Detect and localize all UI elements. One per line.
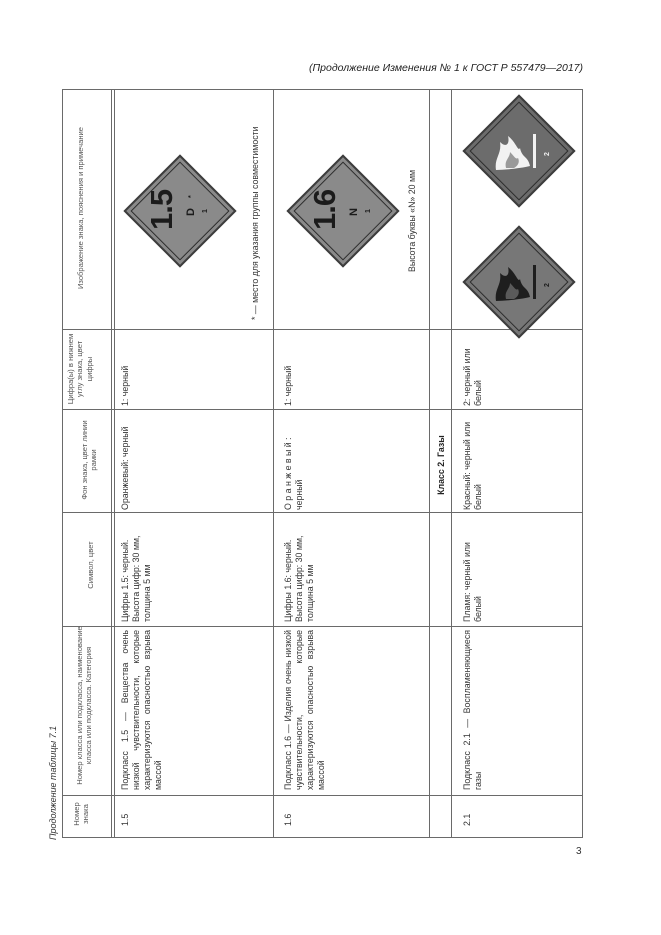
row-divider [111, 89, 112, 838]
table-caption: Продолжение таблицы 7.1 [48, 725, 58, 840]
col-header-name: Номер класса или подкласса, наименование класса или подкласса. Категория [75, 626, 94, 785]
row-1-5-symbol: Цифры 1.5: черный. Высота цифр: 30 мм, толщина 5 мм [120, 535, 152, 622]
row-2-1-background: Красный: черный или белый [462, 421, 483, 510]
row-1-6-name: Подкласс 1.6 — Изделия очень низкой чувствительности, которые характеризуются опасностью взрыва массой [283, 630, 326, 790]
flame-icon [492, 261, 540, 303]
column-divider [62, 409, 583, 410]
row-divider [429, 89, 430, 838]
col-header-number: Номер знака [72, 802, 91, 826]
flammable-gas-sign-black-flame: 2 [462, 225, 576, 339]
row-1-5-background: Оранжевый: черный [120, 426, 130, 510]
row-2-1-symbol: Пламя: черный или белый [462, 542, 483, 622]
column-divider [62, 626, 583, 627]
col-header-image: Изображение знака, пояснения и примечание [76, 126, 85, 290]
col-header-background: Фон знака, цвет линии рамки [80, 420, 99, 500]
col-header-digits: Цифра(ы) в нижнем углу знака, цвет цифры [66, 333, 94, 405]
row-1-6-number: 1.6 [283, 813, 293, 826]
row-2-1-name: Подкласс 2.1 — Воспламеняющиеся газы [462, 630, 483, 790]
flame-icon [492, 130, 540, 172]
row-1-6-digits: 1: черный [283, 365, 293, 406]
explosive-1-5-sign: 1.5 D * 1 [123, 154, 237, 268]
table-border-right [582, 89, 583, 838]
column-divider [62, 512, 583, 513]
row-2-1-digits: 2: черный или белый [462, 348, 483, 406]
row-divider [273, 89, 274, 838]
table-border-top [62, 89, 583, 90]
row-1-6-background: О р а н ж е в ы й : черный [283, 437, 304, 510]
col-header-symbol: Символ, цвет [86, 541, 95, 589]
row-divider [114, 89, 115, 838]
explosive-1-6-sign: 1.6 N 1 [286, 154, 400, 268]
row-1-6-symbol: Цифры 1.6: черный. Высота цифр: 30 мм, толщина 5 мм [283, 535, 315, 622]
row-2-1-number: 2.1 [462, 813, 472, 826]
row-1-5-name: Подкласс 1.5 — Вещества очень низкой чувствительности, которые характеризуются опасностью взрыва массой [120, 630, 163, 790]
flammable-gas-sign-white-flame: 2 [462, 94, 576, 208]
row-1-5-note: * — место для указания группы совместимости [250, 126, 260, 320]
column-divider [62, 795, 583, 796]
table-border-left [62, 89, 63, 838]
class-2-header: Класс 2. Газы [436, 435, 446, 495]
document-header: (Продолжение Изменения № 1 к ГОСТ Р 557479—2017) [309, 62, 583, 74]
page-number: 3 [576, 846, 582, 857]
row-1-5-number: 1.5 [120, 813, 130, 826]
table-border-bottom [62, 837, 583, 838]
row-1-5-digits: 1: черный [120, 365, 130, 406]
row-1-6-note: Высота буквы «N» 20 мм [407, 169, 417, 272]
row-divider [451, 89, 452, 838]
